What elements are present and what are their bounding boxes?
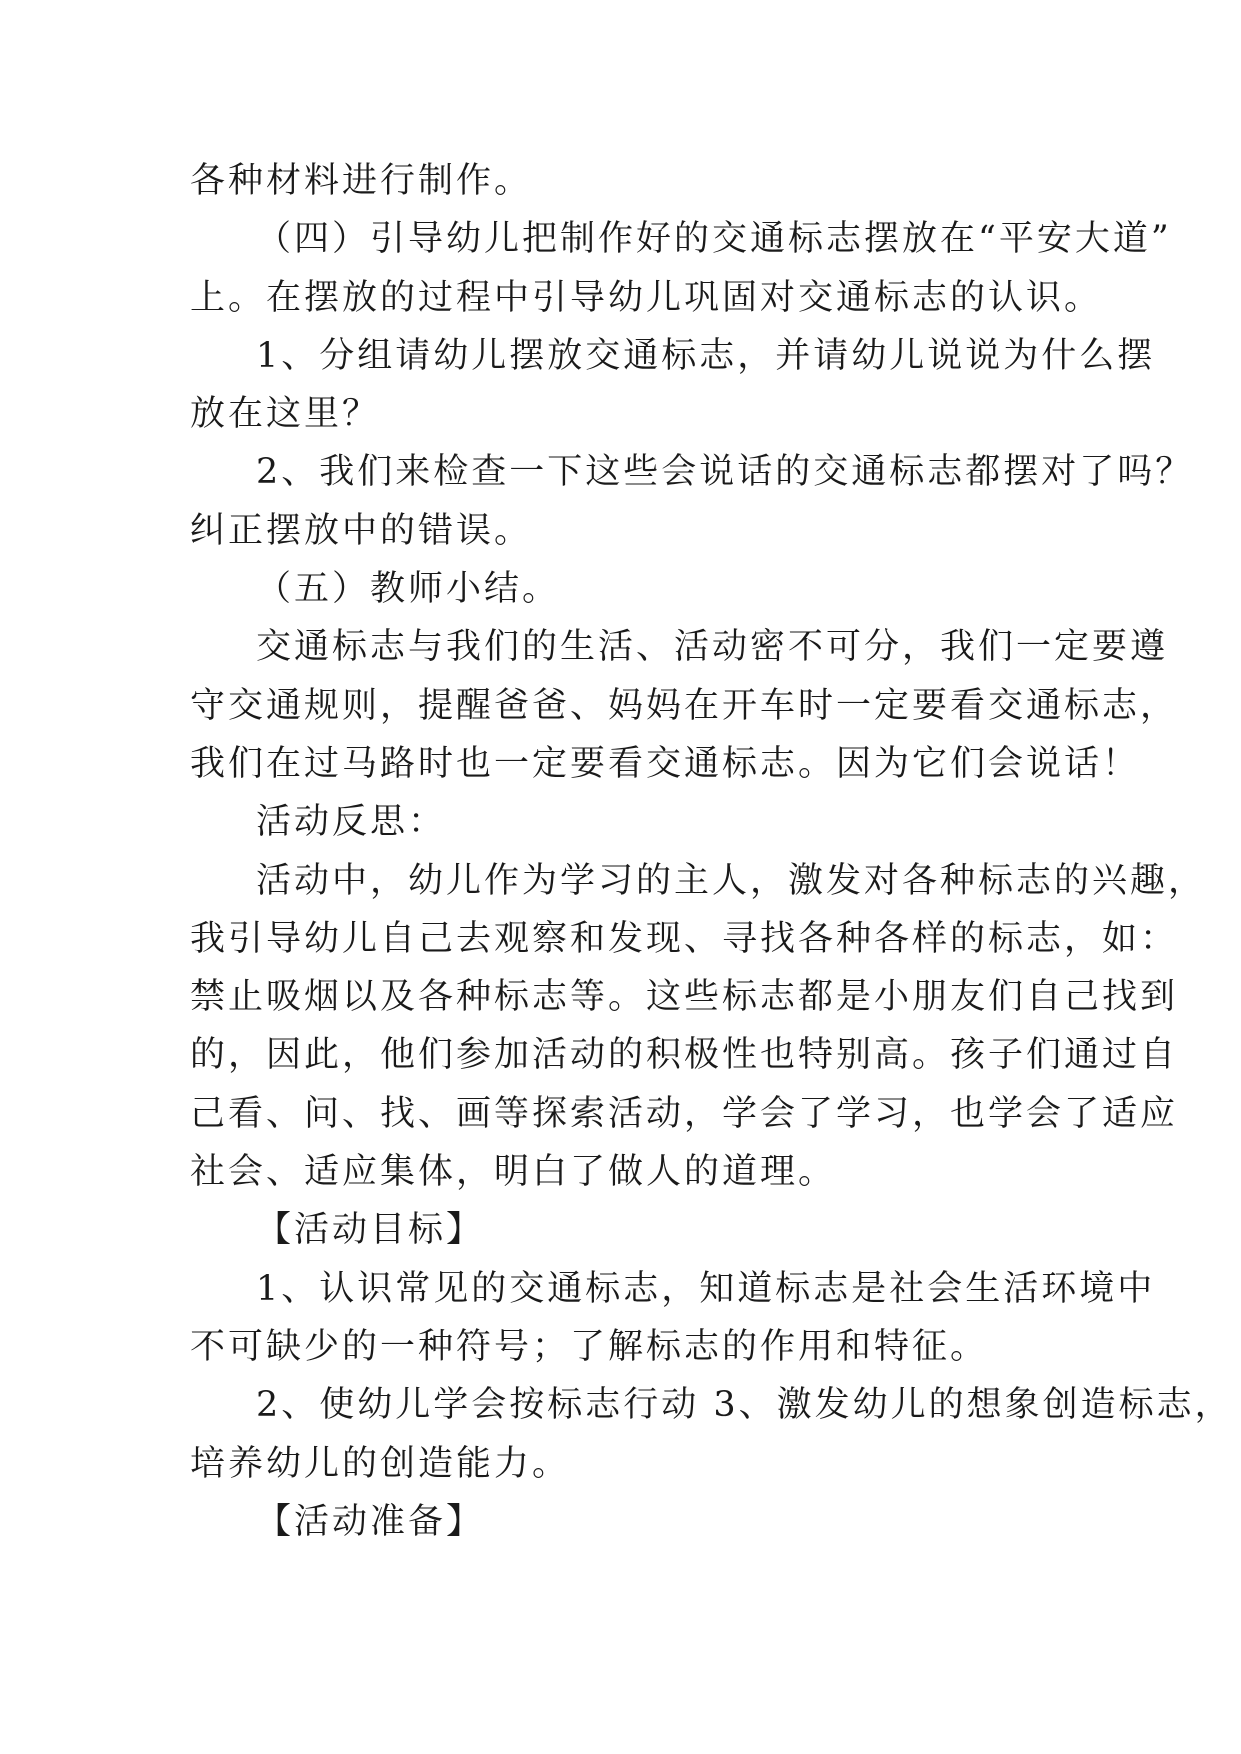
- text-line: 活动中，幼儿作为学习的主人，激发对各种标志的兴趣，: [256, 860, 1207, 901]
- text-line: 的，因此，他们参加活动的积极性也特别高。孩子们通过自: [190, 1035, 1179, 1076]
- text-line: 各种材料进行制作。: [190, 161, 533, 201]
- text-line: 禁止吸烟以及各种标志等。这些标志都是小朋友们自己找到: [190, 977, 1179, 1018]
- text-line: 【活动准备】: [256, 1501, 485, 1542]
- text-line: 己看、问、找、画等探索活动，学会了学习，也学会了适应: [190, 1093, 1179, 1134]
- text-line: 我们在过马路时也一定要看交通标志。因为它们会说话！: [190, 743, 1141, 784]
- document-body: [190, 152, 1233, 1551]
- text-line: 活动反思：: [256, 802, 447, 843]
- text-line: 【活动目标】: [256, 1210, 485, 1251]
- text-line: 不可缺少的一种符号；了解标志的作用和特征。: [190, 1326, 989, 1367]
- text-line: 2、我们来检查一下这些会说话的交通标志都摆对了吗？: [256, 452, 1194, 493]
- text-line: （五）教师小结。: [256, 569, 561, 610]
- text-line: 纠正摆放中的错误。: [190, 510, 533, 551]
- text-line: 上。在摆放的过程中引导幼儿巩固对交通标志的认识。: [190, 277, 1103, 318]
- text-line: 我引导幼儿自己去观察和发现、寻找各种各样的标志，如：: [190, 918, 1179, 959]
- text-line: （四）引导幼儿把制作好的交通标志摆放在“平安大道”: [256, 219, 1172, 260]
- text-line: 2、使幼儿学会按标志行动 3、激发幼儿的想象创造标志，: [256, 1385, 1233, 1426]
- text-line: 守交通规则，提醒爸爸、妈妈在开车时一定要看交通标志，: [190, 685, 1179, 726]
- text-line: 交通标志与我们的生活、活动密不可分，我们一定要遵: [256, 627, 1169, 668]
- text-line: 放在这里？: [190, 394, 381, 435]
- text-line: 培养幼儿的创造能力。: [190, 1443, 571, 1484]
- text-line: 1、分组请幼儿摆放交通标志，并请幼儿说说为什么摆: [256, 335, 1156, 376]
- text-line: 1、认识常见的交通标志，知道标志是社会生活环境中: [256, 1268, 1156, 1309]
- text-line: 社会、适应集体，明白了做人的道理。: [190, 1152, 837, 1193]
